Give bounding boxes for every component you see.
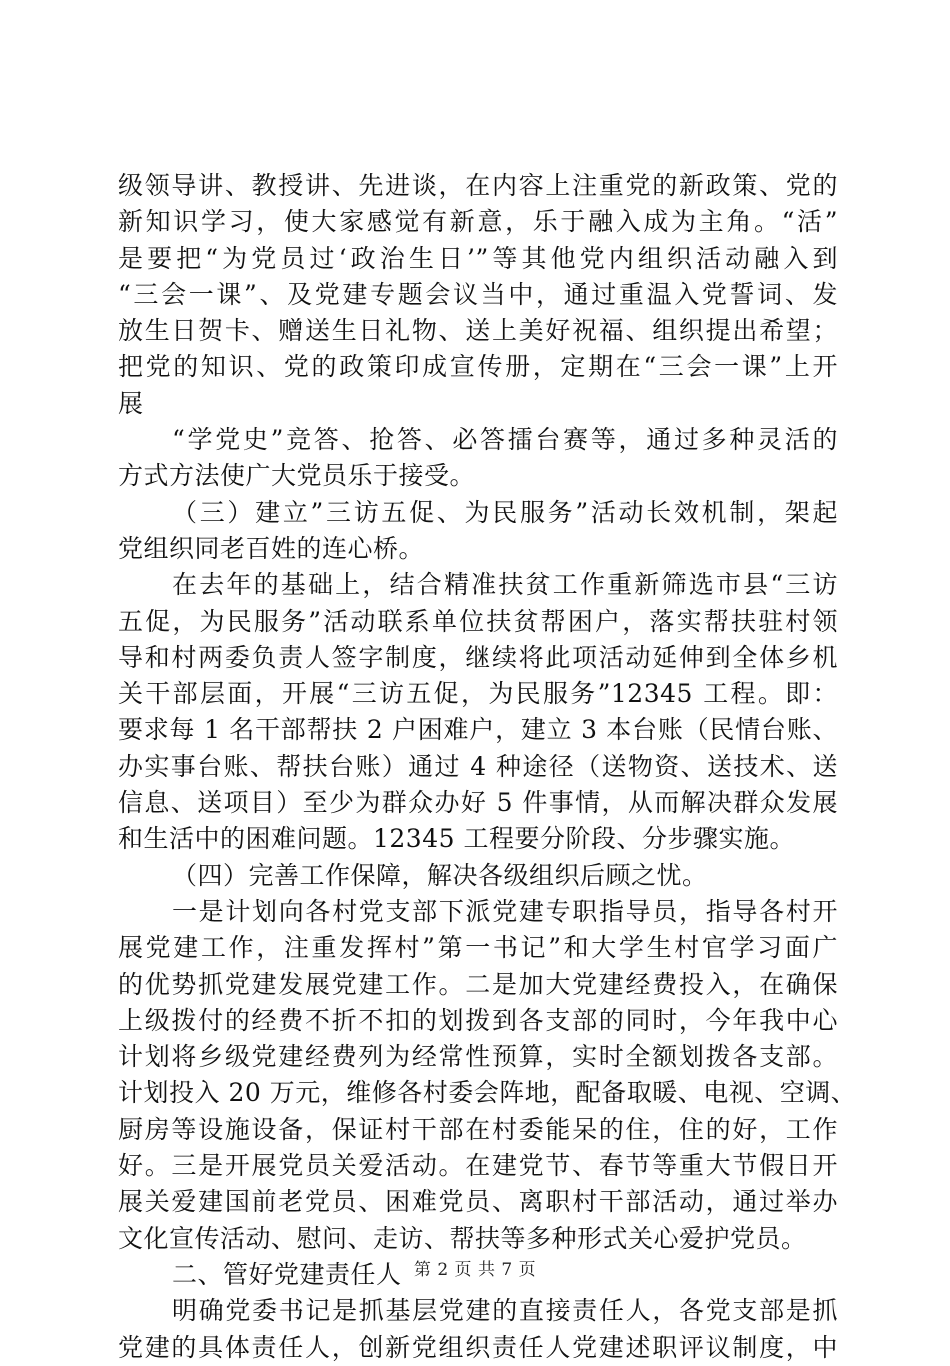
text-line: 明确党委书记是抓基层党建的直接责任人，各党支部是抓 <box>172 1296 838 1326</box>
text-line: 方式方法使广大党员乐于接受。 <box>118 461 476 491</box>
text-line: 和生活中的困难问题。12345 工程要分阶段、分步骤实施。 <box>118 824 795 854</box>
text-line: 一是计划向各村党支部下派党建专职指导员，指导各村开 <box>172 896 838 926</box>
text-line: 展党建工作，注重发挥村”第一书记”和大学生村官学习面广 <box>118 933 838 963</box>
text-line: 级领导讲、教授讲、先进谈，在内容上注重党的新政策、党的 <box>118 171 838 200</box>
text-line: 计划将乡级党建经费列为经常性预算，实时全额划拨各支部。 <box>118 1042 838 1072</box>
section-heading-2: 二、管好党建责任人 <box>172 1259 402 1289</box>
text-line: “学党史”竞答、抢答、必答擂台赛等，通过多种灵活的 <box>172 425 838 455</box>
text-line: 信息、送项目）至少为群众办好 5 件事情，从而解决群众发展 <box>118 788 838 818</box>
page-number: 第 2 页 共 7 页 <box>413 1260 537 1280</box>
text-line: 在去年的基础上，结合精准扶贫工作重新筛选市县“三访 <box>172 570 838 600</box>
text-line: “三会一课”、及党建专题会议当中，通过重温入党誓词、发 <box>118 279 838 309</box>
text-line: 放生日贺卡、赠送生日礼物、送上美好祝福、组织提出希望； <box>118 316 838 346</box>
text-line: 厨房等设施设备，保证村干部在村委能呆的住，住的好，工作 <box>118 1114 838 1144</box>
text-line: 要求每 1 名干部帮扶 2 户困难户，建立 3 本台账（民情台账、 <box>118 715 838 745</box>
text-line: 展关爱建国前老党员、困难党员、离职村干部活动，通过举办 <box>118 1187 838 1217</box>
text-line: 办实事台账、帮扶台账）通过 4 种途径（送物资、送技术、送 <box>118 751 838 781</box>
text-line: 文化宣传活动、慰问、走访、帮扶等多种形式关心爱护党员。 <box>118 1223 807 1253</box>
text-line: 的优势抓党建发展党建工作。二是加大党建经费投入，在确保 <box>118 969 838 999</box>
text-line: 导和村两委负责人签字制度，继续将此项活动延伸到全体乡机 <box>118 642 838 672</box>
text-line: 新知识学习，使大家感觉有新意，乐于融入成为主角。“活” <box>118 207 838 237</box>
text-line: 五促，为民服务”活动联系单位扶贫帮困户，落实帮扶驻村领 <box>118 606 838 636</box>
section-heading-4: （四）完善工作保障，解决各级组织后顾之忧。 <box>172 860 708 890</box>
body-text <box>118 168 857 1366</box>
text-line: 上级拨付的经费不折不扣的划拨到各支部的同时，今年我中心 <box>118 1005 838 1035</box>
text-line: 党建的具体责任人，创新党组织责任人党建述职评议制度，中 <box>118 1332 838 1362</box>
text-line: 是要把“为党员过‘政治生日’”等其他党内组织活动融入到 <box>118 243 838 273</box>
text-line: 关干部层面，开展“三访五促，为民服务”12345 工程。即： <box>118 679 838 709</box>
text-line: 好。三是开展党员关爱活动。在建党节、春节等重大节假日开 <box>118 1151 838 1181</box>
section-heading-3: （三）建立”三访五促、为民服务”活动长效机制，架起 <box>172 497 838 527</box>
text-line: 把党的知识、党的政策印成宣传册，定期在“三会一课”上开 <box>118 352 838 382</box>
text-line: 展 <box>118 388 144 418</box>
text-line: 计划投入 20 万元，维修各村委会阵地，配备取暖、电视、空调、 <box>118 1078 857 1108</box>
section-heading-3-cont: 党组织同老百姓的连心桥。 <box>118 533 425 563</box>
